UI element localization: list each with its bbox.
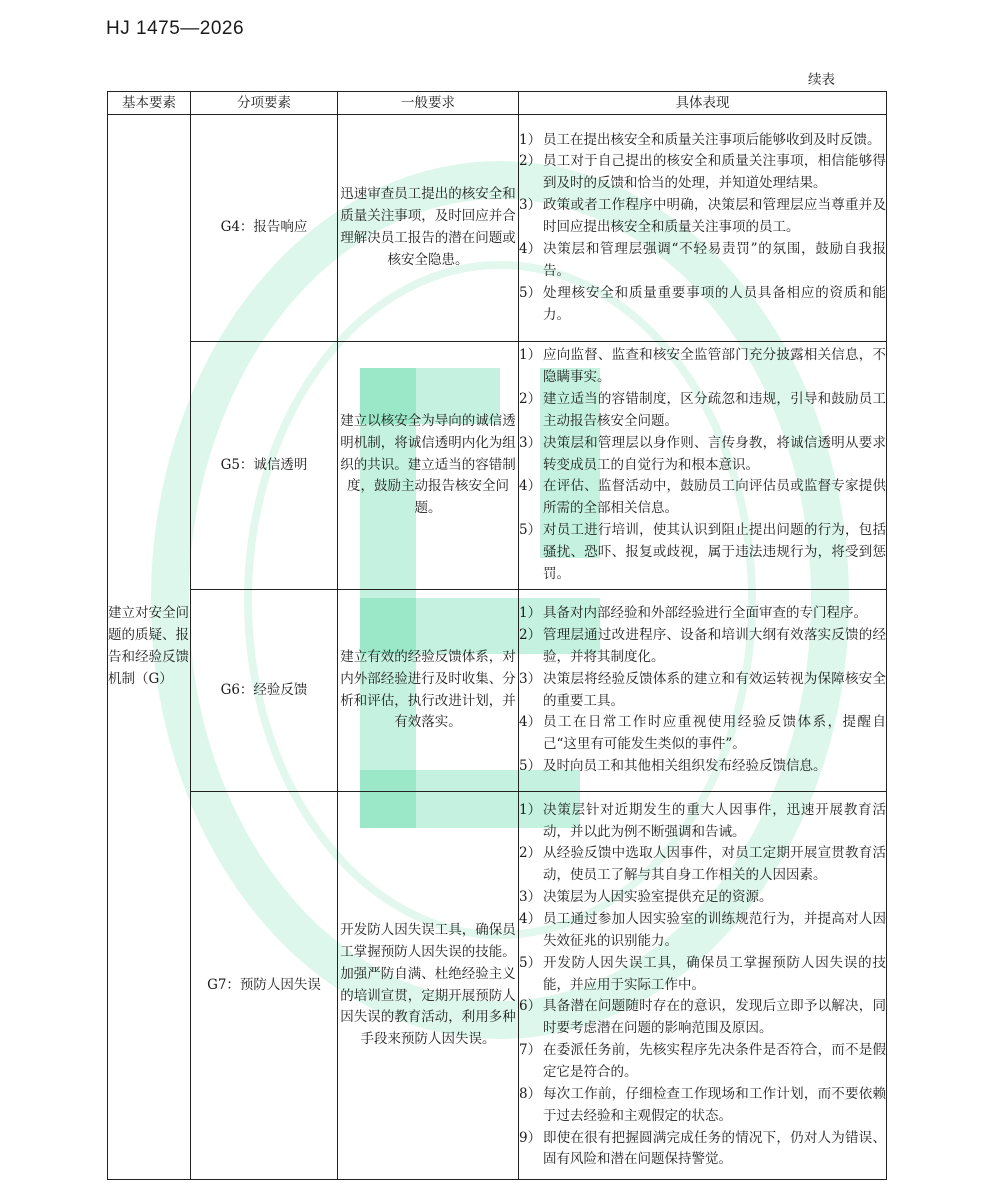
list-item: 1） 应向监督、监查和核安全监管部门充分披露相关信息，不隐瞒事实。	[519, 347, 886, 386]
column-header: 一般要求	[338, 92, 519, 115]
column-header: 具体表现	[519, 92, 887, 115]
list-item: 3） 决策层将经验反馈体系的建立和有效运转视为保障核安全的重要工具。	[519, 670, 886, 709]
requirements-table	[107, 91, 887, 1180]
table-row	[108, 342, 887, 590]
list-item: 6） 具备潜在问题随时存在的意识，发现后立即予以解决，同时要考虑潜在问题的影响范围及原因。	[519, 998, 886, 1037]
list-item: 5） 开发防人因失误工具，确保员工掌握预防人因失误的技能，并应用于实际工作中。	[519, 954, 886, 993]
requirement-cell: 开发防人因失误工具，确保员工掌握预防人因失误的技能。加强严防自满、杜绝经验主义的培训宣贯，定期开展预防人因失误的教育活动，利用多种手段来预防人因失误。	[338, 792, 519, 1180]
sub-element-cell: G5：诚信透明	[191, 342, 338, 590]
performance-cell	[519, 792, 887, 1180]
sub-element-cell: G4：报告响应	[191, 115, 338, 342]
list-item: 4） 决策层和管理层强调“不轻易责罚”的氛围，鼓励自我报告。	[519, 240, 886, 279]
list-item: 5） 对员工进行培训，使其认识到阻止提出问题的行为，包括骚扰、恐吓、报复或歧视，属于违法违规行为，将受到惩罚。	[519, 522, 886, 582]
list-item: 4） 在评估、监督活动中，鼓励员工向评估员或监督专家提供所需的全部相关信息。	[519, 478, 886, 517]
continued-label: 续表	[808, 72, 835, 88]
list-item: 7） 在委派任务前，先核实程序先决条件是否符合，而不是假定它是符合的。	[519, 1042, 886, 1080]
list-item: 3） 决策层为人因实验室提供充足的资源。	[519, 889, 773, 906]
list-item: 1） 员工在提出核安全和质量关注事项后能够收到及时反馈。	[519, 131, 881, 148]
requirement-cell: 建立有效的经验反馈体系，对内外部经验进行及时收集、分析和评估，执行改进计划，并有效落实。	[338, 590, 519, 792]
list-item: 5） 及时向员工和其他相关组织发布经验反馈信息。	[519, 758, 827, 775]
table-row	[108, 115, 887, 342]
performance-cell	[519, 590, 887, 792]
list-item: 4） 员工在日常工作时应重视使用经验反馈体系，提醒自己“这里有可能发生类似的事件”。	[519, 714, 886, 753]
performance-cell	[519, 115, 887, 342]
sub-element-cell: G7：预防人因失误	[191, 792, 338, 1180]
document-code: HJ 1475—2026	[106, 18, 245, 39]
list-item: 2） 管理层通过改进程序、设备和培训大纲有效落实反馈的经验，并将其制度化。	[519, 626, 886, 665]
table-row	[108, 590, 887, 792]
table-header-row	[108, 92, 887, 115]
requirement-cell: 建立以核安全为导向的诚信透明机制，将诚信透明内化为组织的共识。建立适当的容错制度，鼓励主动报告核安全问题。	[338, 342, 519, 590]
column-header: 分项要素	[191, 92, 338, 115]
list-item: 3） 政策或者工作程序中明确，决策层和管理层应当尊重并及时回应提出核安全和质量关注事项的员工。	[519, 197, 886, 236]
list-item: 2） 从经验反馈中选取人因事件，对员工定期开展宣贯教育活动，使员工了解与其自身工作相关的人因因素。	[519, 845, 886, 884]
table-row	[108, 792, 887, 1180]
list-item: 1） 具备对内部经验和外部经验进行全面审查的专门程序。	[519, 605, 867, 622]
performance-cell	[519, 342, 887, 590]
list-item: 2） 员工对于自己提出的核安全和质量关注事项，相信能够得到及时的反馈和恰当的处理，并知道处理结果。	[519, 153, 886, 192]
list-item: 1） 决策层针对近期发生的重大人因事件，迅速开展教育活动，并以此为例不断强调和告诫。	[519, 801, 886, 840]
list-item: 2） 建立适当的容错制度，区分疏忽和违规，引导和鼓励员工主动报告核安全问题。	[519, 390, 886, 429]
list-item: 4） 员工通过参加人因实验室的训练规范行为，并提高对人因失效征兆的识别能力。	[519, 910, 886, 949]
requirement-cell: 迅速审查员工提出的核安全和质量关注事项，及时回应并合理解决员工报告的潜在问题或核安全隐患。	[338, 115, 519, 342]
sub-element-cell: G6：经验反馈	[191, 590, 338, 792]
list-item: 8） 每次工作前，仔细检查工作现场和工作计划，而不要依赖于过去经验和主观假定的状态。	[519, 1085, 886, 1124]
column-header: 基本要素	[108, 92, 191, 115]
list-item: 9） 即使在很有把握圆满完成任务的情况下，仍对人为错误、固有风险和潜在问题保持警觉。	[519, 1129, 886, 1168]
list-item: 3） 决策层和管理层以身作则、言传身教，将诚信透明从要求转变成员工的自觉行为和根本意识。	[519, 434, 886, 473]
basic-element-cell: 建立对安全问题的质疑、报告和经验反馈机制（G）	[108, 115, 191, 1180]
list-item: 5） 处理核安全和质量重要事项的人员具备相应的资质和能力。	[519, 284, 886, 323]
